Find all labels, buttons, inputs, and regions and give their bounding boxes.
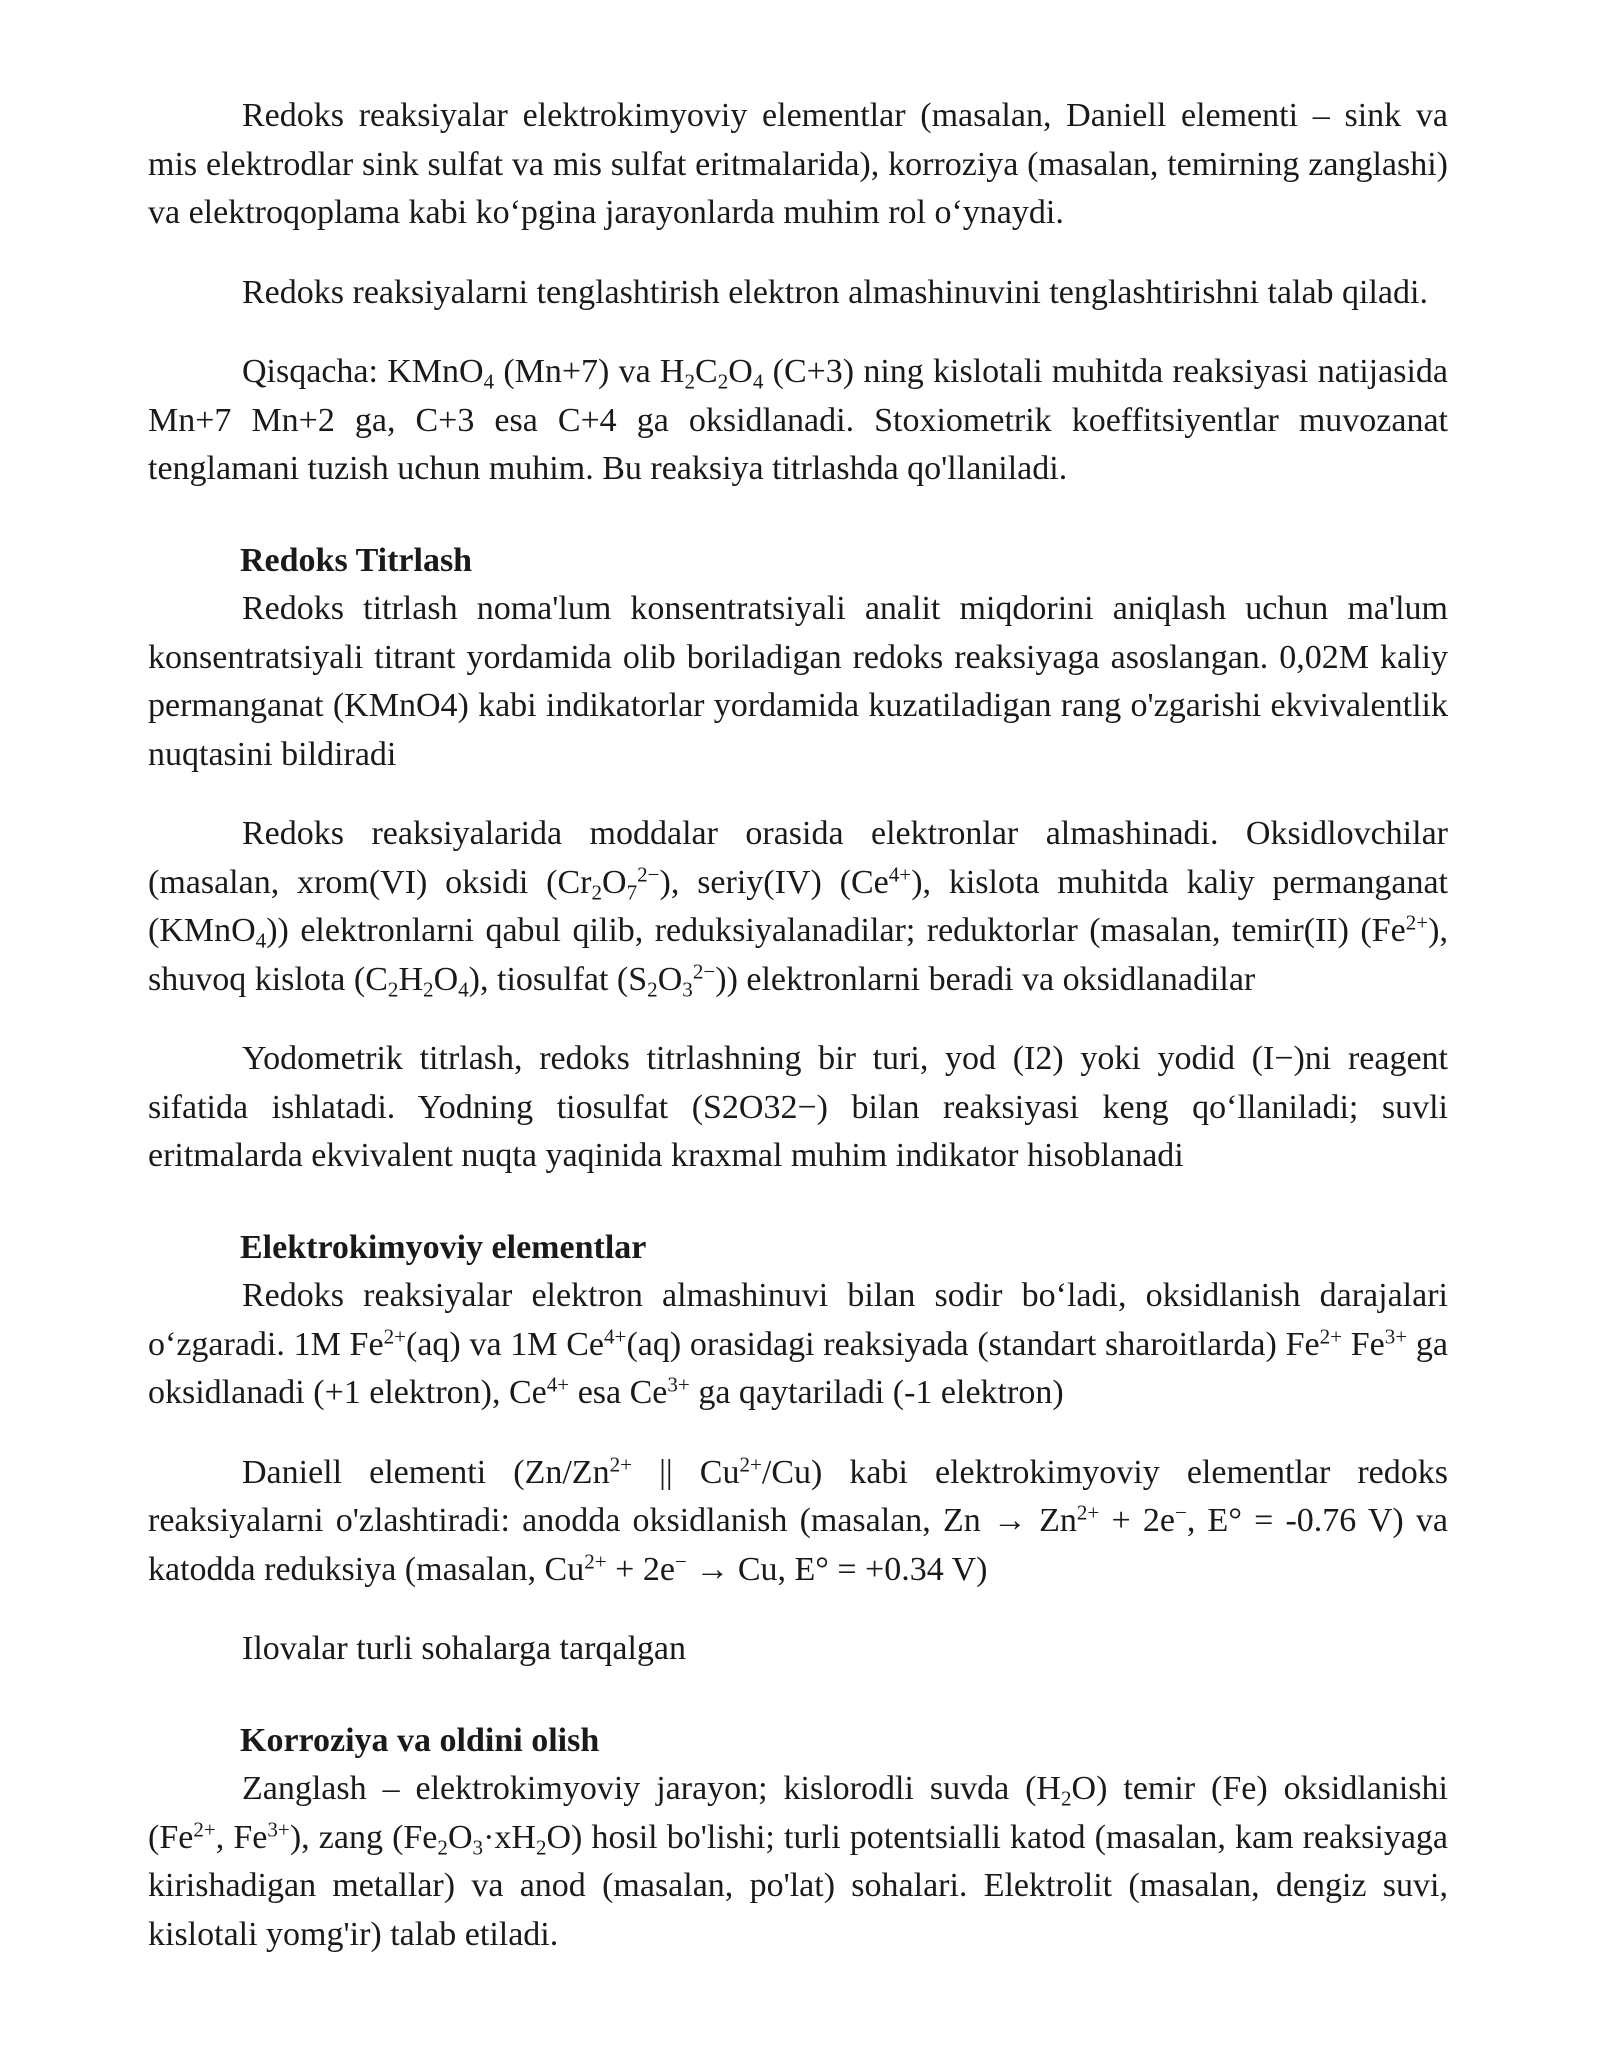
paragraph-10: Zanglash – elektrokimyoviy jarayon; kislorodli suvda $(H_2O)$ temir (Fe) oksidlanishi ($Fe^{2+}$, $Fe^{3+}$), zang $(Fe_2O_3\cdot xH_2O)$ hosil bo'lishi; turli potentsialli katod (masalan, kam reaksiyaga kirishadigan metallar) va anod (masalan, po'lat) sohalari. Elektrolit (masalan, dengiz suvi, kislotali yomg'ir) talab etiladi.: [148, 1770, 1449, 1953]
heading-elektrokimyoviy-elementlar: Elektrokimyoviy elementlar: [240, 1228, 647, 1266]
paragraph-9: Ilovalar turli sohalarga tarqalgan: [242, 1630, 687, 1667]
paragraph-2: Redoks reaksiyalarni tenglashtirish elektron almashinuvini tenglashtirishni talab qiladi.: [242, 273, 1428, 311]
heading-korroziya: Korroziya va oldini olish: [240, 1721, 600, 1759]
paragraph-7: Redoks reaksiyalar elektron almashinuvi bilan sodir boʻladi, oksidlanish darajalari oʻzgaradi. 1M $Fe^{2+}(aq)$ va 1M $Ce^{4+}(aq)$ orasidagi reaksiyada (standart sharoitlarda) $Fe^{2+}$ $Fe^{3+}$ ga oksidlanadi (+1 elektron), $Ce^{4+}$ esa $Ce^{3+}$ ga qaytariladi (-1 elektron): [148, 1277, 1449, 1411]
paragraph-3: Qisqacha: KMnO$_4$ (Mn+7) va $H_2C_2O_4$ (C+3) ning kislotali muhitda reaksiyasi natijasida Mn+7 Mn+2 ga, C+3 esa C+4 ga oksidlanadi. Stoxiometrik koeffitsiyentlar muvozanat tenglamani tuzish uchun muhim. Bu reaksiya titrlashda qo'llaniladi.: [148, 353, 1448, 487]
paragraph-5: Redoks reaksiyalarida moddalar orasida elektronlar almashinadi. Oksidlovchilar (masalan, xrom(VI) oksidi $(Cr_2O_7^{2-})$, seriy(IV) $(Ce^{4+})$, kislota muhitda kaliy permanganat (KMnO$_4$)) elektronlarni qabul qilib, reduksiyalanadilar; reduktorlar (masalan, temir(II) $(Fe^{2+})$, shuvoq kislota $(C_2H_2O_4)$, tiosulfat $(S_2O_3^{2-})$) elektronlarni beradi va oksidlanadilar: [148, 815, 1448, 1001]
paragraph-8: Daniell elementi ($Zn/Zn^{2+}$ || $Cu^{2+}/Cu$) kabi elektrokimyoviy elementlar redoks reaksiyalarni o'zlashtiradi: anodda oksidlanish (masalan, $Zn \to Zn^{2+} + 2e^-$, E° = -0.76 V) va katodda reduksiya (masalan, $Cu^{2+} + 2e^- \to Cu$, E° = +0.34 V): [148, 1451, 1449, 1588]
heading-redoks-titrlash: Redoks Titrlash: [240, 541, 473, 579]
paragraph-6: Yodometrik titrlash, redoks titrlashning bir turi, yod (I2) yoki yodid (I−)ni reagent sifatida ishlatadi. Yodning tiosulfat (S2O32−) bilan reaksiyasi keng qoʻllaniladi; suvli eritmalarda ekvivalent nuqta yaqinida kraxmal muhim indikator hisoblanadi: [148, 1040, 1448, 1174]
paragraph-4: Redoks titrlash noma'lum konsentratsiyali analit miqdorini aniqlash uchun ma'lum konsentratsiyali titrant yordamida olib boriladigan redoks reaksiyaga asoslangan. 0,02M kaliy permanganat (KMnO4) kabi indikatorlar yordamida kuzatiladigan rang o'zgarishi ekvivalentlik nuqtasini bildiradi: [148, 590, 1448, 773]
document-page: [148, 92, 1448, 1959]
paragraph-1: Redoks reaksiyalar elektrokimyoviy elementlar (masalan, Daniell elementi – sink va mis elektrodlar sink sulfat va mis sulfat eritmalarida), korroziya (masalan, temirning zanglashi) va elektroqoplama kabi koʻpgina jarayonlarda muhim rol oʻynaydi.: [148, 97, 1448, 231]
